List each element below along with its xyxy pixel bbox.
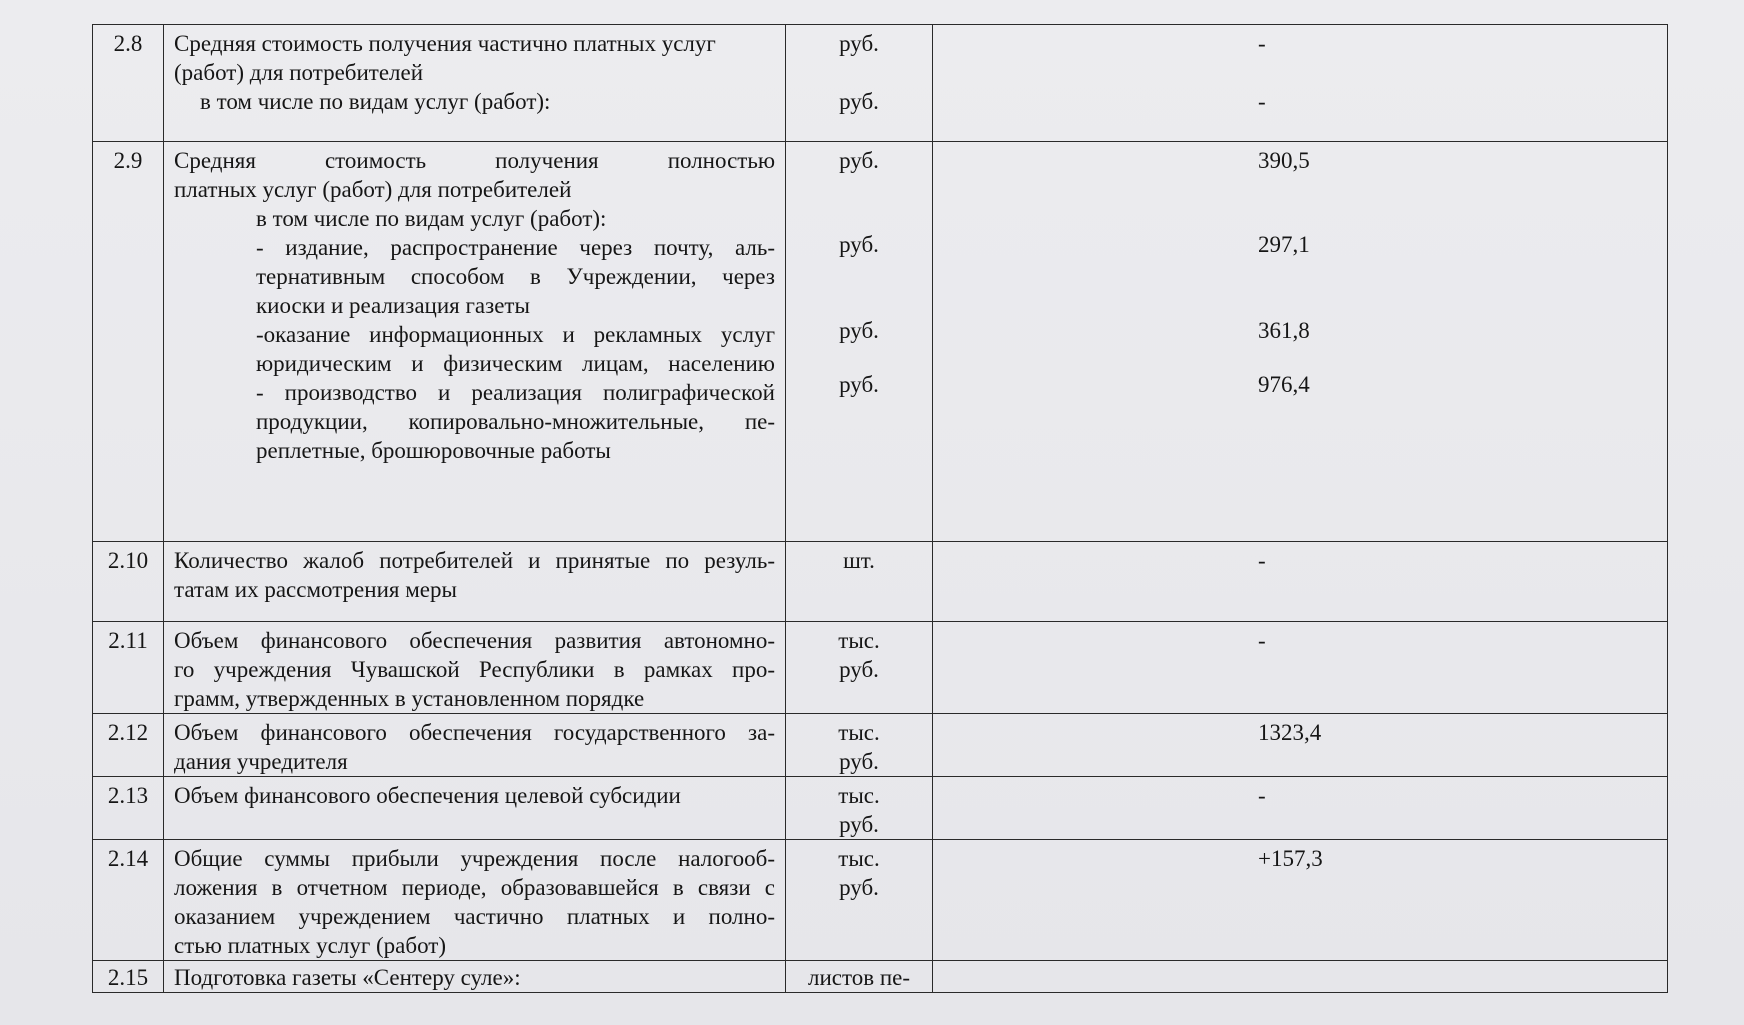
row-unit [786,961,933,993]
description-line: (работ) для потребителей [174,60,424,85]
unit-label: руб. [839,318,879,343]
row-description [164,961,786,993]
row-number: 2.14 [93,840,164,961]
description-line: в том числе по видам услуг (работ): [200,89,551,114]
row-value [933,25,1668,142]
value-cell: 976,4 [1258,372,1310,397]
unit-label: руб. [839,875,879,900]
row-description [164,840,786,961]
description-line: Объем финансового обеспечения целевой субсидии [174,783,681,808]
row-description [164,142,786,542]
description-line: дания учредителя [174,749,348,774]
description-line: Объем финансового обеспечения развития автономно- [174,628,775,653]
row-unit [786,542,933,622]
row-description [164,714,786,777]
description-line: татам их рассмотрения меры [174,577,457,602]
row-description [164,25,786,142]
description-line: Количество жалоб потребителей и принятые по резуль- [174,548,775,573]
row-value [933,714,1668,777]
row-value [933,777,1668,840]
description-line: Общие суммы прибыли учреждения после налогооб- [174,846,775,871]
table-row-2-14 [93,840,1668,961]
unit-label: руб. [839,89,879,114]
description-line: грамм, утвержденных в установленном порядке [174,686,645,711]
value-cell: 390,5 [1258,148,1310,173]
row-unit [786,777,933,840]
row-number: 2.11 [93,622,164,714]
value-cell: - [1258,548,1266,573]
row-description [164,777,786,840]
table-row-2-13 [93,777,1668,840]
unit-label: руб. [839,749,879,774]
row-unit [786,714,933,777]
row-number: 2.12 [93,714,164,777]
unit-label: тыс. [838,783,880,808]
row-unit [786,840,933,961]
report-table [92,24,1668,993]
description-line: оказанием учреждением частично платных и полно- [174,904,775,929]
value-cell: 1323,4 [1258,720,1322,745]
description-line: Подготовка газеты «Сентеру суле»: [174,965,521,990]
row-unit [786,622,933,714]
row-value [933,622,1668,714]
description-line: го учреждения Чувашской Республики в рамках про- [174,657,775,682]
value-cell: - [1258,783,1266,808]
description-line: киоски и реализация газеты [256,293,530,318]
value-cell: - [1258,89,1266,114]
row-number: 2.8 [93,25,164,142]
description-line: платных услуг (работ) для потребителей [174,177,572,202]
row-unit [786,142,933,542]
row-value [933,542,1668,622]
unit-label: тыс. [838,628,880,653]
description-line: Средняя стоимость получения полностью [174,148,775,173]
unit-label: руб. [839,232,879,257]
table-row-2-11 [93,622,1668,714]
description-line: тернативным способом в Учреждении, через [256,264,775,289]
value-cell: 361,8 [1258,318,1310,343]
description-line: юридическим и физическим лицам, населению [256,351,775,376]
value-cell: +157,3 [1258,846,1323,871]
description-line: Объем финансового обеспечения государственного за- [174,720,775,745]
value-cell: - [1258,31,1266,56]
table-row-2-12 [93,714,1668,777]
row-value [933,961,1668,993]
row-number: 2.9 [93,142,164,542]
description-line: - производство и реализация полиграфической [256,380,775,405]
unit-label: руб. [839,148,879,173]
row-number: 2.15 [93,961,164,993]
value-cell: 297,1 [1258,232,1310,257]
row-unit [786,25,933,142]
row-value [933,840,1668,961]
description-line: продукции, копировально-множительные, пе- [256,409,775,434]
row-number: 2.13 [93,777,164,840]
unit-label: руб. [839,657,879,682]
unit-label: листов пе- [807,965,911,990]
description-line: стью платных услуг (работ) [174,933,446,958]
row-description [164,622,786,714]
description-line: ложения в отчетном периоде, образовавшейся в связи с [174,875,775,900]
row-value [933,142,1668,542]
row-number: 2.10 [93,542,164,622]
table-row-2-10 [93,542,1668,622]
description-line: - издание, распространение через почту, аль- [256,235,775,260]
unit-label: руб. [839,812,879,837]
value-cell: - [1258,628,1266,653]
description-line: в том числе по видам услуг (работ): [256,206,607,231]
description-line: -оказание информационных и рекламных услуг [256,322,775,347]
unit-label: тыс. [838,846,880,871]
unit-label: шт. [843,548,875,573]
unit-label: руб. [839,31,879,56]
description-line: реплетные, брошюровочные работы [256,438,611,463]
description-line: Средняя стоимость получения частично платных услуг [174,31,716,56]
table-row-2-8 [93,25,1668,142]
unit-label: руб. [839,372,879,397]
row-description [164,542,786,622]
table-row-2-9 [93,142,1668,542]
table-row-2-15 [93,961,1668,993]
unit-label: тыс. [838,720,880,745]
